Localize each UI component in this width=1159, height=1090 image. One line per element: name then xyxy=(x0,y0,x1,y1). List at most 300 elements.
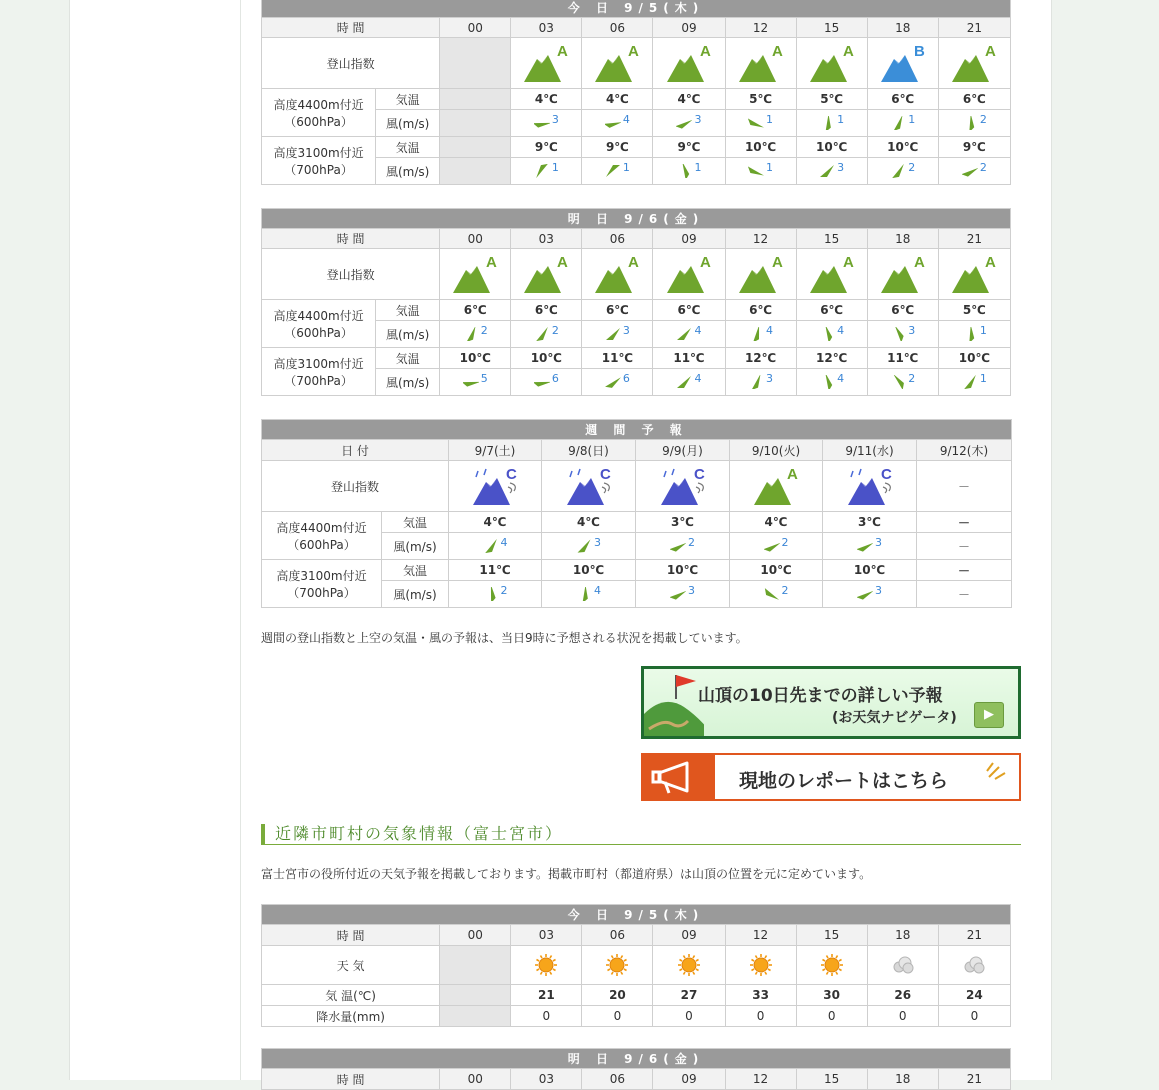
wind-speed: 3 xyxy=(594,535,601,549)
rain-cell: 0 xyxy=(511,1006,582,1027)
wind-cell xyxy=(636,581,730,608)
temp-cell: 5℃ xyxy=(725,89,796,110)
temp-cell: 26 xyxy=(867,985,938,1006)
wind-cell xyxy=(542,533,636,560)
rain-cell xyxy=(440,1006,511,1027)
temp-cell: 4℃ xyxy=(542,512,636,533)
wind-cell xyxy=(511,321,582,348)
svg-text:A: A xyxy=(486,254,498,271)
temp-cell: 6℃ xyxy=(867,89,938,110)
time-cell: 00 xyxy=(440,229,511,249)
time-label: 時 間 xyxy=(262,18,440,38)
temp-label: 気温 xyxy=(376,348,440,369)
wind-arrow-icon xyxy=(819,164,835,178)
time-cell: 12 xyxy=(725,925,796,946)
time-cell: 03 xyxy=(511,18,582,38)
left-sidebar xyxy=(69,0,241,1080)
wind-speed: 3 xyxy=(551,112,559,126)
index-cell xyxy=(823,461,917,512)
index-cell xyxy=(867,38,938,89)
index-label: 登山指数 xyxy=(262,249,440,300)
mountain-icon xyxy=(664,253,714,295)
wind-cell: － xyxy=(917,533,1012,560)
sun-icon xyxy=(605,953,629,977)
pressure-name: （600hPa） xyxy=(287,537,356,552)
temp-cell: 27 xyxy=(653,985,725,1006)
temp-label: 気温 xyxy=(382,560,449,581)
wind-cell xyxy=(867,321,938,348)
wind-speed: 2 xyxy=(480,323,488,337)
wind-cell xyxy=(511,110,582,137)
wind-cell xyxy=(449,533,542,560)
wind-speed: 1 xyxy=(837,112,845,126)
temp-cell: 12℃ xyxy=(796,348,867,369)
temp-cell: 4℃ xyxy=(653,89,725,110)
cloud-icon xyxy=(962,953,986,977)
index-cell xyxy=(938,38,1010,89)
weekly-caption: 週 間 予 報 xyxy=(262,420,1012,440)
index-cell xyxy=(653,38,725,89)
wind-cell xyxy=(725,110,796,137)
wind-speed: 4 xyxy=(500,535,508,549)
sun-icon xyxy=(677,953,701,977)
temp-cell: 9℃ xyxy=(582,137,653,158)
wind-speed: 1 xyxy=(979,323,987,337)
temp-cell: 11℃ xyxy=(653,348,725,369)
wind-speed: 3 xyxy=(622,323,630,337)
svg-text:A: A xyxy=(557,254,569,271)
temp-cell: 11℃ xyxy=(867,348,938,369)
temp-cell: 11℃ xyxy=(582,348,653,369)
wind-arrow-icon xyxy=(819,375,835,389)
wind-cell xyxy=(823,533,917,560)
index-cell xyxy=(511,249,582,300)
wind-arrow-icon xyxy=(676,116,692,130)
wind-cell xyxy=(636,533,730,560)
time-cell: 15 xyxy=(796,229,867,249)
mountain-icon xyxy=(751,465,801,507)
wind-arrow-icon xyxy=(962,116,978,130)
temp-cell: 10℃ xyxy=(796,137,867,158)
wind-speed: 4 xyxy=(594,583,601,597)
time-cell: 21 xyxy=(938,229,1010,249)
index-cell xyxy=(449,461,542,512)
altitude-label xyxy=(262,137,376,185)
wind-arrow-icon xyxy=(576,539,592,553)
wind-label: 風(m/s) xyxy=(376,110,440,137)
temp-cell: 3℃ xyxy=(636,512,730,533)
svg-text:A: A xyxy=(787,466,798,483)
nearby-note: 富士宮市の役所付近の天気予報を掲載しております。掲載市町村（都道府県）は山頂の位置を元に定めています。 xyxy=(261,867,872,881)
time-label: 時 間 xyxy=(262,925,440,946)
svg-text:A: A xyxy=(699,254,711,271)
wind-speed: 4 xyxy=(622,112,630,126)
time-label: 時 間 xyxy=(262,229,440,249)
time-cell: 06 xyxy=(582,1069,653,1090)
pressure-name: （600hPa） xyxy=(284,114,353,129)
svg-text:A: A xyxy=(557,43,569,60)
wind-cell xyxy=(938,369,1010,396)
wind-cell xyxy=(653,158,725,185)
wind-cell xyxy=(542,581,636,608)
wind-cell xyxy=(440,110,511,137)
weather-cell xyxy=(725,946,796,985)
wind-arrow-icon xyxy=(890,164,906,178)
time-cell: 12 xyxy=(725,18,796,38)
time-cell: 12 xyxy=(725,1069,796,1090)
wind-cell xyxy=(823,581,917,608)
wind-cell xyxy=(867,110,938,137)
time-cell: 09 xyxy=(653,18,725,38)
wind-cell xyxy=(440,369,511,396)
mountain-icon xyxy=(592,42,642,84)
wind-cell xyxy=(582,369,653,396)
wind-arrow-icon xyxy=(748,327,764,341)
time-cell: 03 xyxy=(511,229,582,249)
mountain-icon xyxy=(470,465,520,507)
wind-arrow-icon xyxy=(483,587,499,601)
index-cell xyxy=(636,461,730,512)
wind-speed: 1 xyxy=(551,160,559,174)
temp-cell: 12℃ xyxy=(725,348,796,369)
wind-label: 風(m/s) xyxy=(376,158,440,185)
temp-cell: 6℃ xyxy=(796,300,867,321)
svg-text:A: A xyxy=(985,43,997,60)
date-cell: 9/11(水) xyxy=(823,440,917,461)
wind-cell xyxy=(582,158,653,185)
weather-cell xyxy=(796,946,867,985)
wind-cell xyxy=(511,369,582,396)
mountain-icon xyxy=(807,253,857,295)
pressure-name: （700hPa） xyxy=(284,162,353,177)
wind-arrow-icon xyxy=(748,164,764,178)
wind-cell xyxy=(440,321,511,348)
sparkle-icon xyxy=(985,761,1009,781)
svg-text:C: C xyxy=(880,466,892,483)
mountain-icon xyxy=(521,253,571,295)
weather-cell xyxy=(653,946,725,985)
temp-cell: 6℃ xyxy=(440,300,511,321)
mountain-icon xyxy=(878,253,928,295)
temp-cell: 6℃ xyxy=(867,300,938,321)
temp-cell: 6℃ xyxy=(938,89,1010,110)
wind-arrow-icon xyxy=(748,375,764,389)
time-cell: 15 xyxy=(796,925,867,946)
wind-arrow-icon xyxy=(764,587,780,601)
temp-cell: 4℃ xyxy=(730,512,823,533)
wind-arrow-icon xyxy=(764,539,780,553)
mountain-icon xyxy=(658,465,708,507)
altitude-label xyxy=(262,348,376,396)
index-row xyxy=(262,38,1011,89)
wind-arrow-icon xyxy=(605,327,621,341)
mountain-icon xyxy=(807,42,857,84)
rain-label: 降水量(mm) xyxy=(262,1006,440,1027)
time-cell: 21 xyxy=(938,1069,1010,1090)
wind-speed: 3 xyxy=(875,535,882,549)
temp-cell: 10℃ xyxy=(542,560,636,581)
temp-cell: － xyxy=(917,560,1012,581)
svg-text:A: A xyxy=(771,254,783,271)
date-cell: 9/7(土) xyxy=(449,440,542,461)
mountain-icon xyxy=(878,42,928,84)
nearby-today-table xyxy=(261,904,1011,1027)
temp-cell: 10℃ xyxy=(725,137,796,158)
wind-speed: 3 xyxy=(875,583,882,597)
index-label: 登山指数 xyxy=(262,461,449,512)
wind-arrow-icon xyxy=(670,587,686,601)
time-cell: 15 xyxy=(796,1069,867,1090)
temp-cell: 10℃ xyxy=(440,348,511,369)
altitude-label xyxy=(262,512,382,560)
today-forecast-table xyxy=(261,0,1011,185)
wind-cell xyxy=(867,369,938,396)
wind-arrow-icon xyxy=(534,375,550,389)
wind-arrow-icon xyxy=(890,116,906,130)
index-cell xyxy=(542,461,636,512)
weather-cell xyxy=(938,946,1010,985)
time-cell: 12 xyxy=(725,229,796,249)
wind-speed: 4 xyxy=(837,323,845,337)
wind-speed: 6 xyxy=(551,371,559,385)
wind-speed: 1 xyxy=(766,112,774,126)
wind-cell xyxy=(796,369,867,396)
wind-arrow-icon xyxy=(576,587,592,601)
wind-speed: 4 xyxy=(694,323,702,337)
temp-cell: 30 xyxy=(796,985,867,1006)
wind-arrow-icon xyxy=(962,327,978,341)
wind-cell xyxy=(582,110,653,137)
weekly-note: 週間の登山指数と上空の気温・風の予報は、当日9時に予想される状況を掲載しています。 xyxy=(261,631,748,645)
wind-cell xyxy=(730,533,823,560)
mountain-icon xyxy=(521,42,571,84)
mountain-icon xyxy=(450,253,500,295)
altitude-name: 高度4400m付近 xyxy=(273,97,364,112)
index-cell xyxy=(867,249,938,300)
date-cell: 9/10(火) xyxy=(730,440,823,461)
wind-cell xyxy=(653,110,725,137)
wind-speed: 3 xyxy=(766,371,774,385)
rain-cell: 0 xyxy=(582,1006,653,1027)
sun-icon xyxy=(820,953,844,977)
wind-cell: － xyxy=(917,581,1012,608)
temp-cell: 10℃ xyxy=(823,560,917,581)
wind-arrow-icon xyxy=(534,116,550,130)
pressure-name: （700hPa） xyxy=(284,373,353,388)
temp-label: 気温 xyxy=(376,137,440,158)
wind-arrow-icon xyxy=(962,164,978,178)
wind-arrow-icon xyxy=(605,116,621,130)
temp-cell xyxy=(440,985,511,1006)
temp-cell: 4℃ xyxy=(582,89,653,110)
temp-cell: 21 xyxy=(511,985,582,1006)
wind-arrow-icon xyxy=(605,164,621,178)
megaphone-icon xyxy=(643,755,715,799)
temp-cell: 9℃ xyxy=(938,137,1010,158)
wind-speed: 3 xyxy=(837,160,845,174)
svg-text:A: A xyxy=(842,254,854,271)
sun-icon xyxy=(749,953,773,977)
wind-arrow-icon xyxy=(463,375,479,389)
wind-speed: 2 xyxy=(979,112,987,126)
wind-arrow-icon xyxy=(857,587,873,601)
mountain-icon xyxy=(845,465,895,507)
time-cell: 00 xyxy=(440,1069,511,1090)
temp-cell: 6℃ xyxy=(511,300,582,321)
time-cell: 09 xyxy=(653,1069,725,1090)
wind-cell xyxy=(653,321,725,348)
date-cell: 9/8(日) xyxy=(542,440,636,461)
wind-cell xyxy=(653,369,725,396)
wind-arrow-icon xyxy=(676,327,692,341)
nearby-section-heading: 近隣市町村の気象情報（富士宮市） xyxy=(261,824,1021,845)
temp-cell: 10℃ xyxy=(867,137,938,158)
wind-speed: 2 xyxy=(979,160,987,174)
date-label: 日 付 xyxy=(262,440,449,461)
wind-arrow-icon xyxy=(670,539,686,553)
index-cell: － xyxy=(917,461,1012,512)
wind-speed: 1 xyxy=(979,371,987,385)
svg-text:A: A xyxy=(985,254,997,271)
weather-cell xyxy=(511,946,582,985)
wind-speed: 1 xyxy=(622,160,630,174)
wind-speed: 2 xyxy=(908,371,916,385)
wind-speed: 2 xyxy=(781,583,789,597)
wind-speed: 2 xyxy=(500,583,508,597)
wind-speed: 6 xyxy=(622,371,630,385)
wind-speed: 1 xyxy=(908,112,916,126)
wind-cell xyxy=(938,110,1010,137)
time-cell: 21 xyxy=(938,18,1010,38)
temp-cell: － xyxy=(917,512,1012,533)
today-caption: 今 日 9/5(木) xyxy=(262,0,1011,18)
wind-cell xyxy=(796,110,867,137)
wind-cell xyxy=(725,321,796,348)
altitude-label xyxy=(262,560,382,608)
wind-label: 風(m/s) xyxy=(376,321,440,348)
temp-cell: 6℃ xyxy=(653,300,725,321)
mountain-icon xyxy=(949,42,999,84)
altitude-name: 高度3100m付近 xyxy=(276,568,367,583)
wind-arrow-icon xyxy=(857,539,873,553)
time-cell: 06 xyxy=(582,229,653,249)
nearby2-caption: 明 日 9/6(金) xyxy=(262,1049,1011,1069)
temp-label: 気温 xyxy=(376,300,440,321)
svg-text:C: C xyxy=(599,466,611,483)
wind-cell xyxy=(730,581,823,608)
index-cell xyxy=(582,38,653,89)
weather-cell xyxy=(440,946,511,985)
wind-speed: 2 xyxy=(551,323,559,337)
altitude-name: 高度3100m付近 xyxy=(273,145,364,160)
altitude-label xyxy=(262,89,376,137)
wind-cell xyxy=(938,321,1010,348)
temp-cell: 6℃ xyxy=(725,300,796,321)
wind-arrow-icon xyxy=(605,375,621,389)
svg-text:B: B xyxy=(913,43,925,60)
time-cell: 18 xyxy=(867,229,938,249)
wind-cell xyxy=(449,581,542,608)
altitude-label xyxy=(262,300,376,348)
pressure-name: （600hPa） xyxy=(284,325,353,340)
mountain-icon xyxy=(949,253,999,295)
wind-arrow-icon xyxy=(483,539,499,553)
nearby-tomorrow-table xyxy=(261,1048,1011,1090)
wind-arrow-icon xyxy=(534,327,550,341)
wind-speed: 1 xyxy=(694,160,702,174)
time-cell: 09 xyxy=(653,229,725,249)
banner-title: 山頂の10日先までの詳しい予報 xyxy=(698,686,943,706)
wind-arrow-icon xyxy=(676,164,692,178)
wind-speed: 3 xyxy=(688,583,695,597)
temp-cell: 10℃ xyxy=(511,348,582,369)
wind-label: 風(m/s) xyxy=(382,533,449,560)
index-cell xyxy=(730,461,823,512)
time-cell: 18 xyxy=(867,925,938,946)
time-cell: 00 xyxy=(440,925,511,946)
wind-arrow-icon xyxy=(463,327,479,341)
time-cell: 21 xyxy=(938,925,1010,946)
rain-cell: 0 xyxy=(867,1006,938,1027)
temp-cell: 33 xyxy=(725,985,796,1006)
temp-cell: 9℃ xyxy=(653,137,725,158)
wind-speed: 3 xyxy=(694,112,702,126)
mountain-icon xyxy=(564,465,614,507)
local-report-banner[interactable] xyxy=(641,753,1021,801)
index-cell xyxy=(796,38,867,89)
altitude-name: 高度3100m付近 xyxy=(273,356,364,371)
detailed-forecast-banner[interactable] xyxy=(641,666,1021,739)
temp-cell: 24 xyxy=(938,985,1010,1006)
time-cell: 03 xyxy=(511,925,582,946)
mountain-icon xyxy=(664,42,714,84)
wind-cell xyxy=(867,158,938,185)
wind-speed: 2 xyxy=(908,160,916,174)
svg-text:A: A xyxy=(699,43,711,60)
rain-cell: 0 xyxy=(725,1006,796,1027)
svg-text:A: A xyxy=(771,43,783,60)
mountain-icon xyxy=(736,253,786,295)
cloud-icon xyxy=(891,953,915,977)
index-cell xyxy=(511,38,582,89)
wind-arrow-icon xyxy=(534,164,550,178)
time-cell: 03 xyxy=(511,1069,582,1090)
wind-cell xyxy=(440,158,511,185)
svg-text:A: A xyxy=(628,43,640,60)
time-cell: 09 xyxy=(653,925,725,946)
wind-speed: 3 xyxy=(908,323,916,337)
wind-speed: 1 xyxy=(766,160,774,174)
weather-label: 天 気 xyxy=(262,946,440,985)
wind-arrow-icon xyxy=(819,116,835,130)
svg-text:C: C xyxy=(506,466,517,483)
pressure-name: （700hPa） xyxy=(287,585,356,600)
index-cell xyxy=(725,249,796,300)
banner-report-label: 現地のレポートはこちら xyxy=(739,770,949,792)
weekly-forecast-table xyxy=(261,419,1012,608)
index-cell xyxy=(796,249,867,300)
wind-speed: 5 xyxy=(480,371,488,385)
wind-speed: 4 xyxy=(694,371,702,385)
temp-label: 気温 xyxy=(376,89,440,110)
index-cell xyxy=(653,249,725,300)
temp-cell: 10℃ xyxy=(730,560,823,581)
svg-text:A: A xyxy=(628,254,640,271)
svg-text:A: A xyxy=(842,43,854,60)
temp-cell: 5℃ xyxy=(938,300,1010,321)
temp-cell: 4℃ xyxy=(449,512,542,533)
time-cell: 18 xyxy=(867,18,938,38)
